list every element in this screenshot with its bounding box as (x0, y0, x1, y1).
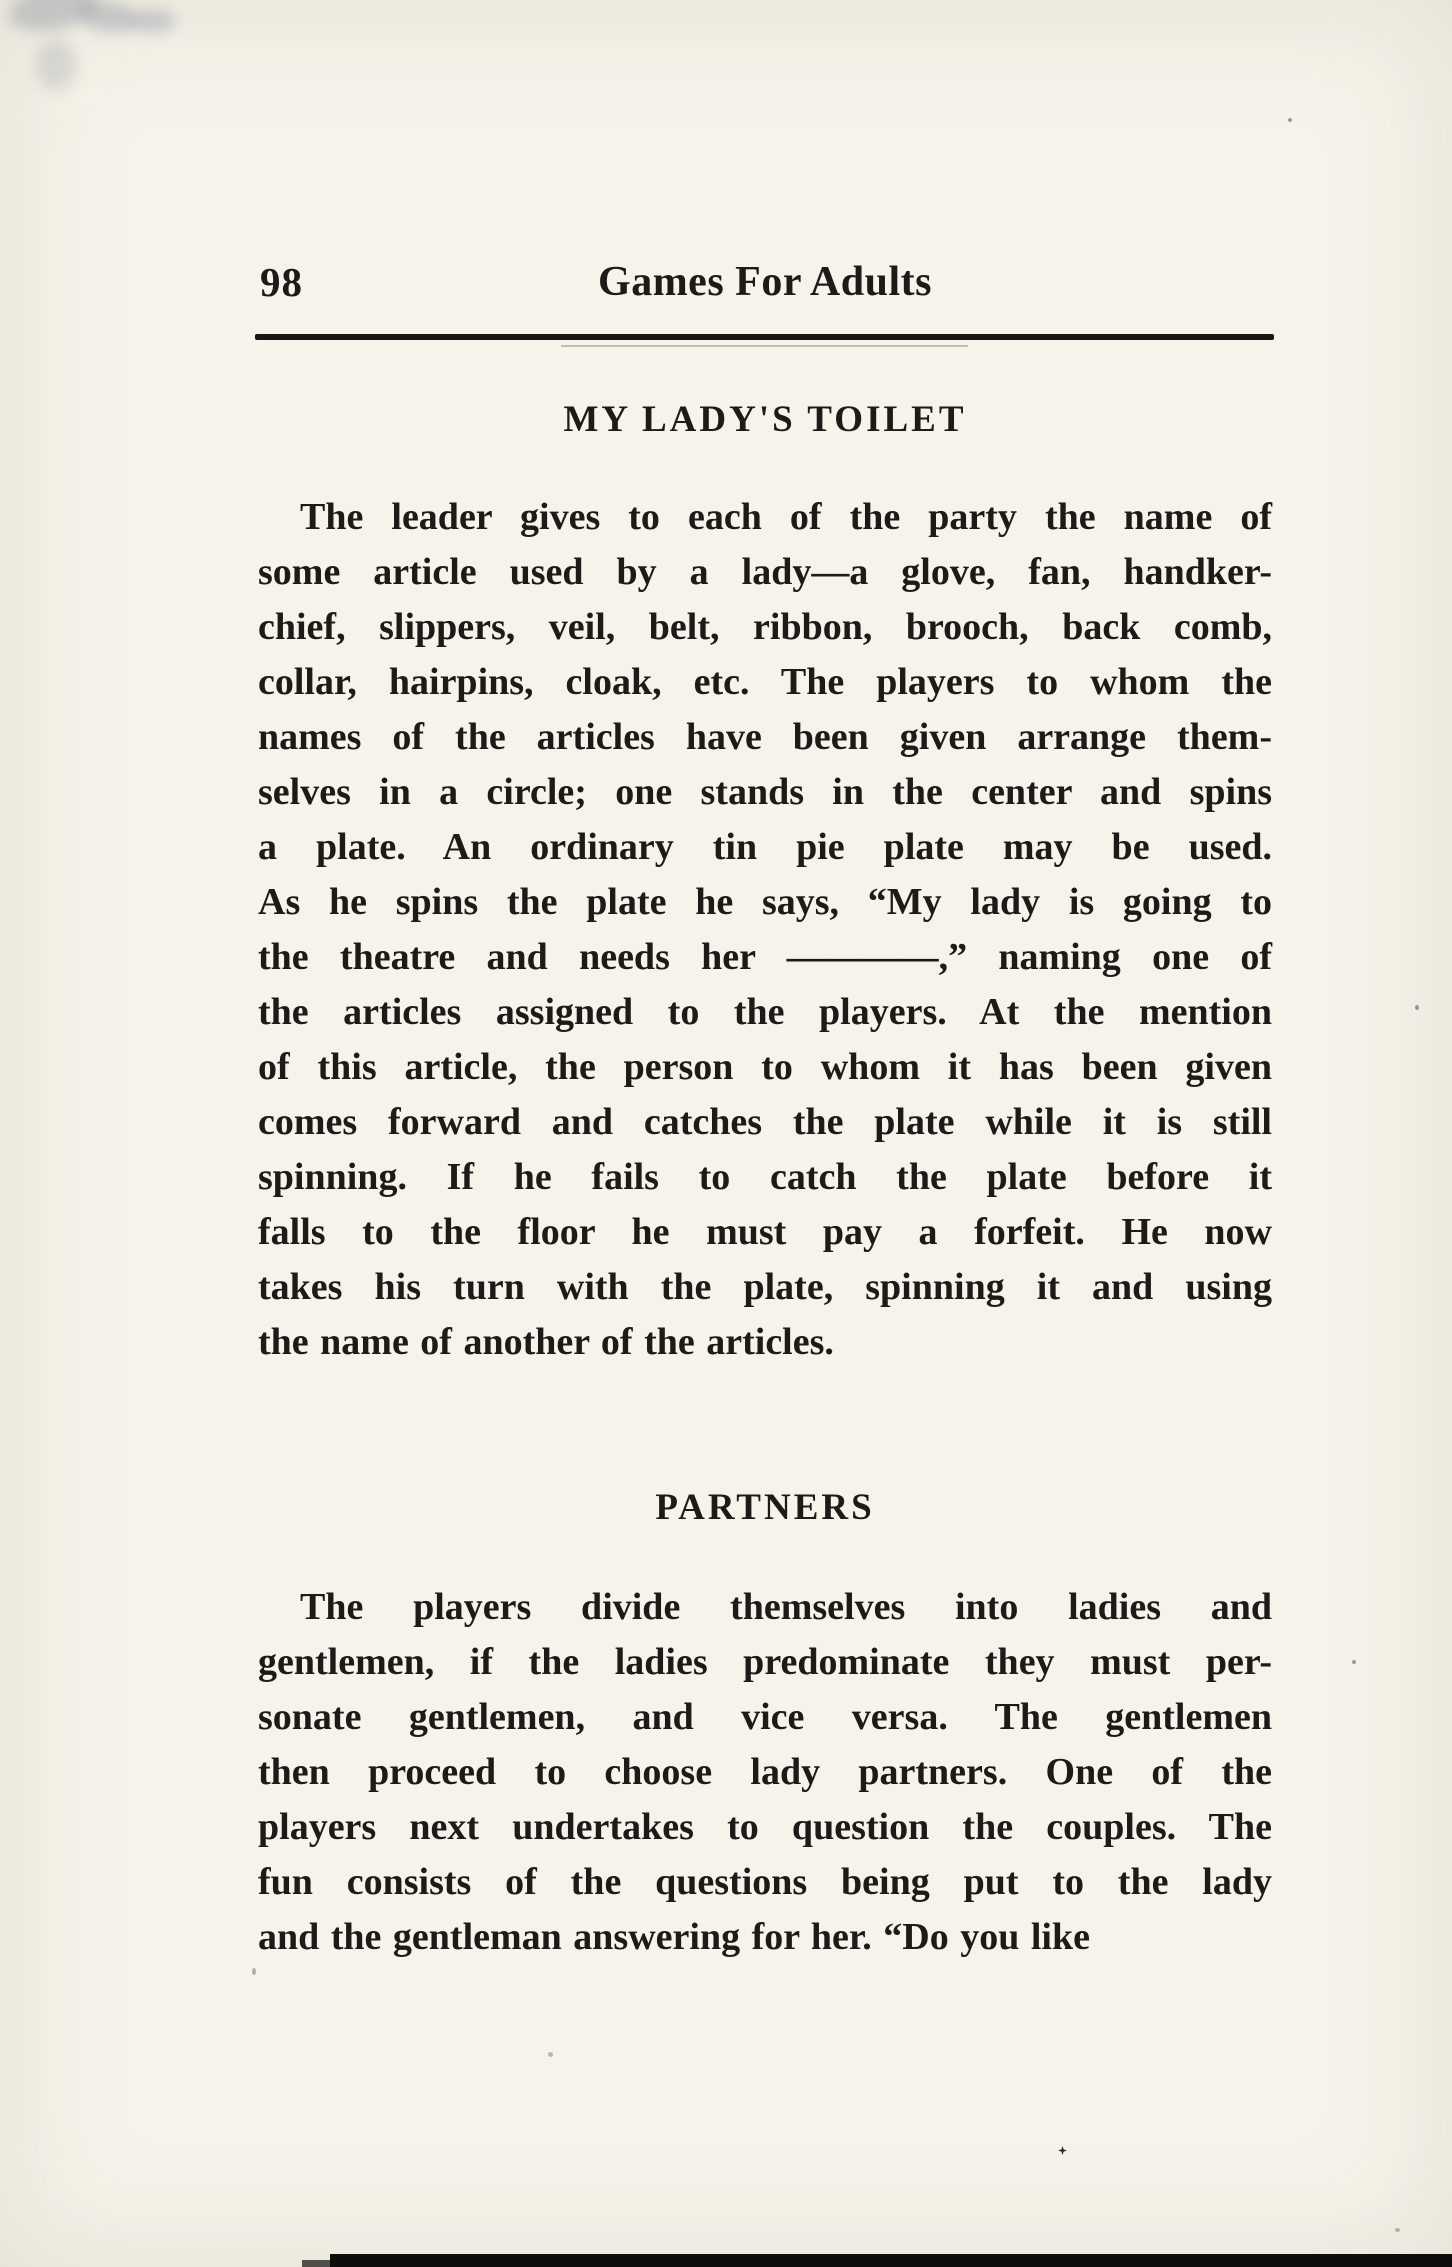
text-line: then proceed to choose lady partners. One of the (258, 1751, 1272, 1793)
text-line: players next undertakes to question the couples. The (258, 1806, 1272, 1848)
scan-speck (1395, 2228, 1400, 2232)
text-line: The leader gives to each of the party the name of (300, 496, 1272, 538)
text-line: The players divide themselves into ladies and (300, 1586, 1272, 1628)
text-line: comes forward and catches the plate while it is still (258, 1101, 1272, 1143)
page-number: 98 (260, 259, 303, 305)
scan-asterisk-mark (1058, 2146, 1067, 2155)
scan-smudge (36, 40, 76, 90)
text-line: of this article, the person to whom it has been given (258, 1046, 1272, 1088)
section-heading-partners: PARTNERS (655, 1487, 875, 1528)
scan-speck (1415, 1005, 1419, 1010)
scan-speck (252, 1968, 256, 1975)
text-line: takes his turn with the plate, spinning it and using (258, 1266, 1272, 1308)
scan-edge-bar (330, 2254, 1452, 2267)
scan-speck (1288, 118, 1292, 122)
text-line: some article used by a lady—a glove, fan, handker- (258, 551, 1272, 593)
text-line: a plate. An ordinary tin pie plate may be used. (258, 826, 1272, 868)
header-rule-divider (255, 334, 1274, 340)
section-heading-my-ladys-toilet: MY LADY'S TOILET (563, 399, 967, 440)
scan-speck (1352, 1660, 1356, 1664)
text-line: sonate gentlemen, and vice versa. The gentlemen (258, 1696, 1272, 1738)
text-line: spinning. If he fails to catch the plate before it (258, 1156, 1272, 1198)
text-line: names of the articles have been given arrange them- (258, 716, 1272, 758)
paragraph-my-ladys-toilet (258, 490, 1272, 1370)
page-header (258, 258, 1272, 308)
text-line: and the gentleman answering for her. “Do you like (258, 1916, 1090, 1958)
scan-smudge (132, 10, 176, 32)
text-line: fun consists of the questions being put to the lady (258, 1861, 1272, 1903)
text-line: As he spins the plate he says, “My lady is going to (258, 881, 1272, 923)
text-line: the theatre and needs her ————,” naming one of (258, 936, 1272, 978)
text-line: the name of another of the articles. (258, 1321, 834, 1363)
text-line: falls to the floor he must pay a forfeit. He now (258, 1211, 1272, 1253)
paragraph-partners (258, 1580, 1272, 1965)
text-line: gentlemen, if the ladies predominate they must per- (258, 1641, 1272, 1683)
scan-speck (548, 2052, 553, 2057)
text-line: chief, slippers, veil, belt, ribbon, brooch, back comb, (258, 606, 1272, 648)
text-line: selves in a circle; one stands in the center and spins (258, 771, 1272, 813)
text-line: the articles assigned to the players. At the mention (258, 991, 1272, 1033)
running-title: Games For Adults (598, 259, 932, 305)
text-line: collar, hairpins, cloak, etc. The players to whom the (258, 661, 1272, 703)
